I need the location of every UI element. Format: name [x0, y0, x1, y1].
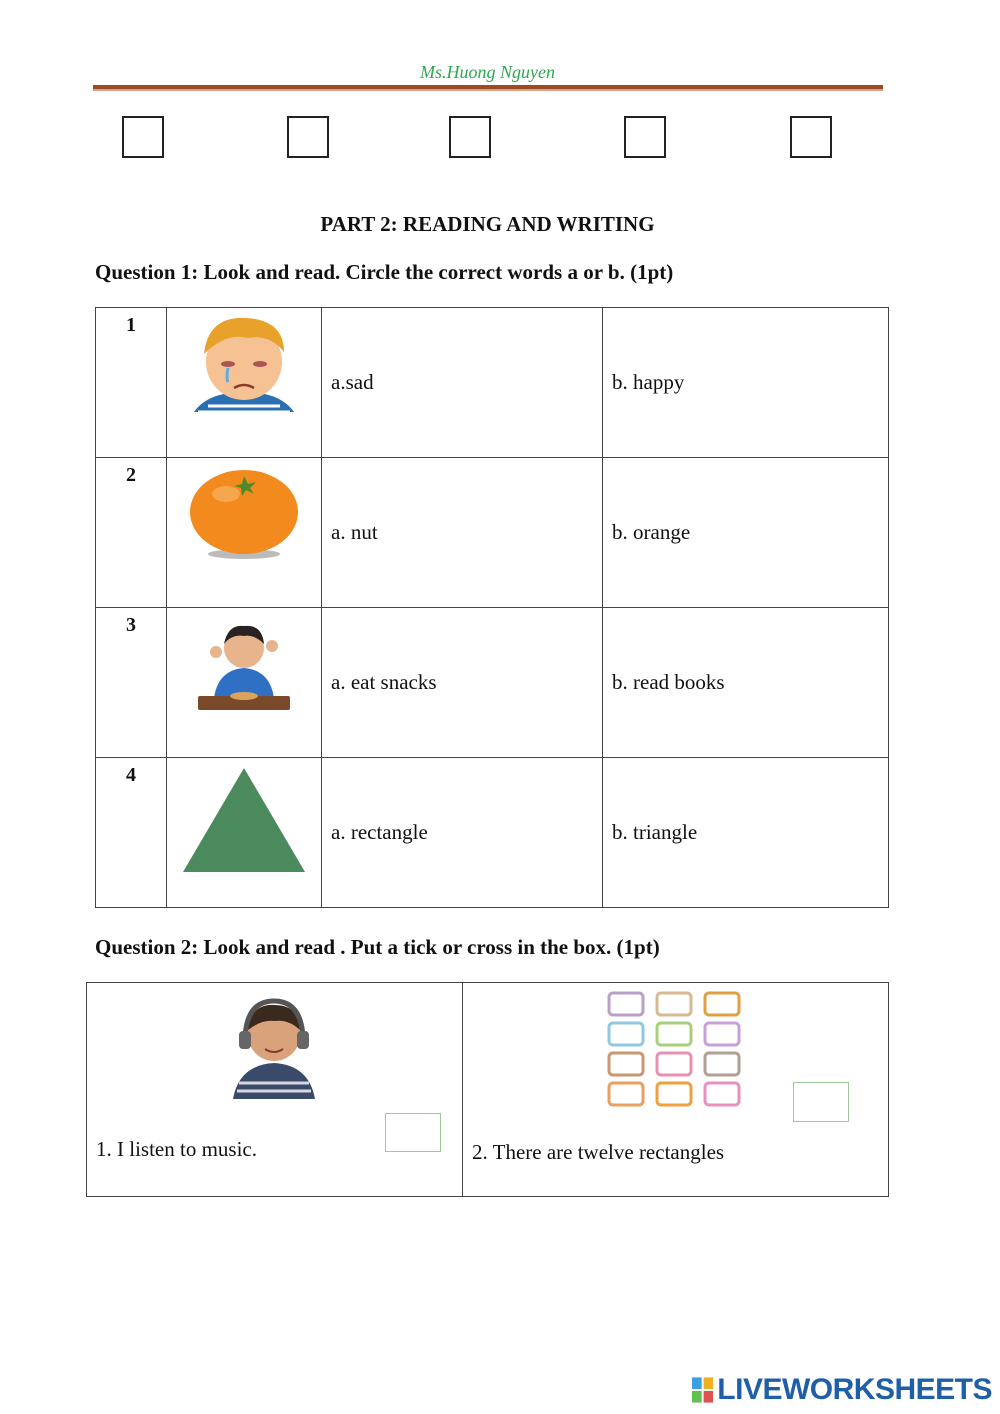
orange-icon — [188, 462, 300, 562]
crying-boy-icon — [188, 312, 300, 418]
question2-box — [86, 982, 889, 1197]
question2-item2-answer-box[interactable] — [793, 1082, 849, 1122]
option-b[interactable]: b. read books — [603, 608, 889, 758]
row-number: 1 — [96, 308, 167, 458]
row-number: 3 — [96, 608, 167, 758]
boy-with-headphones-icon — [219, 991, 329, 1101]
question2-item1-answer-box[interactable] — [385, 1113, 441, 1152]
animal-rectangle-frames-icon — [605, 987, 747, 1109]
header-rule — [93, 85, 883, 91]
option-a[interactable]: a. nut — [322, 458, 603, 608]
row-number: 2 — [96, 458, 167, 608]
question1-title: Question 1: Look and read. Circle the correct words a or b. (1pt) — [95, 260, 674, 284]
question2-item1-text: 1. I listen to music. — [96, 1137, 257, 1161]
orange-picture — [167, 458, 322, 608]
top-answer-box-1[interactable] — [122, 116, 164, 158]
crying-boy-picture — [167, 308, 322, 458]
question2-title: Question 2: Look and read . Put a tick or cross in the box. (1pt) — [95, 935, 660, 959]
option-b[interactable]: b. happy — [603, 308, 889, 458]
option-b[interactable]: b. triangle — [603, 758, 889, 908]
boy-eating-snacks-picture — [167, 608, 322, 758]
top-answer-box-4[interactable] — [624, 116, 666, 158]
option-b[interactable]: b. orange — [603, 458, 889, 608]
top-answer-box-5[interactable] — [790, 116, 832, 158]
liveworksheets-logo-icon — [692, 1377, 713, 1403]
table-row — [96, 758, 889, 908]
liveworksheets-logo-text: LIVEWORKSHEETS — [717, 1373, 992, 1406]
row-number: 4 — [96, 758, 167, 908]
top-answer-box-2[interactable] — [287, 116, 329, 158]
triangle-icon — [179, 764, 309, 876]
question2-item2-text: 2. There are twelve rectangles — [472, 1140, 725, 1164]
question2-divider — [462, 983, 463, 1196]
boy-eating-snacks-icon — [188, 612, 300, 722]
question1-table — [95, 307, 889, 908]
option-a[interactable]: a. eat snacks — [322, 608, 603, 758]
table-row — [96, 458, 889, 608]
liveworksheets-logo — [692, 1372, 992, 1408]
option-a[interactable]: a. rectangle — [322, 758, 603, 908]
header-author: Ms.Huong Nguyen — [420, 62, 555, 82]
top-answer-box-3[interactable] — [449, 116, 491, 158]
table-row — [96, 308, 889, 458]
option-a[interactable]: a.sad — [322, 308, 603, 458]
table-row — [96, 608, 889, 758]
part-title: PART 2: READING AND WRITING — [320, 212, 655, 236]
triangle-picture — [167, 758, 322, 908]
